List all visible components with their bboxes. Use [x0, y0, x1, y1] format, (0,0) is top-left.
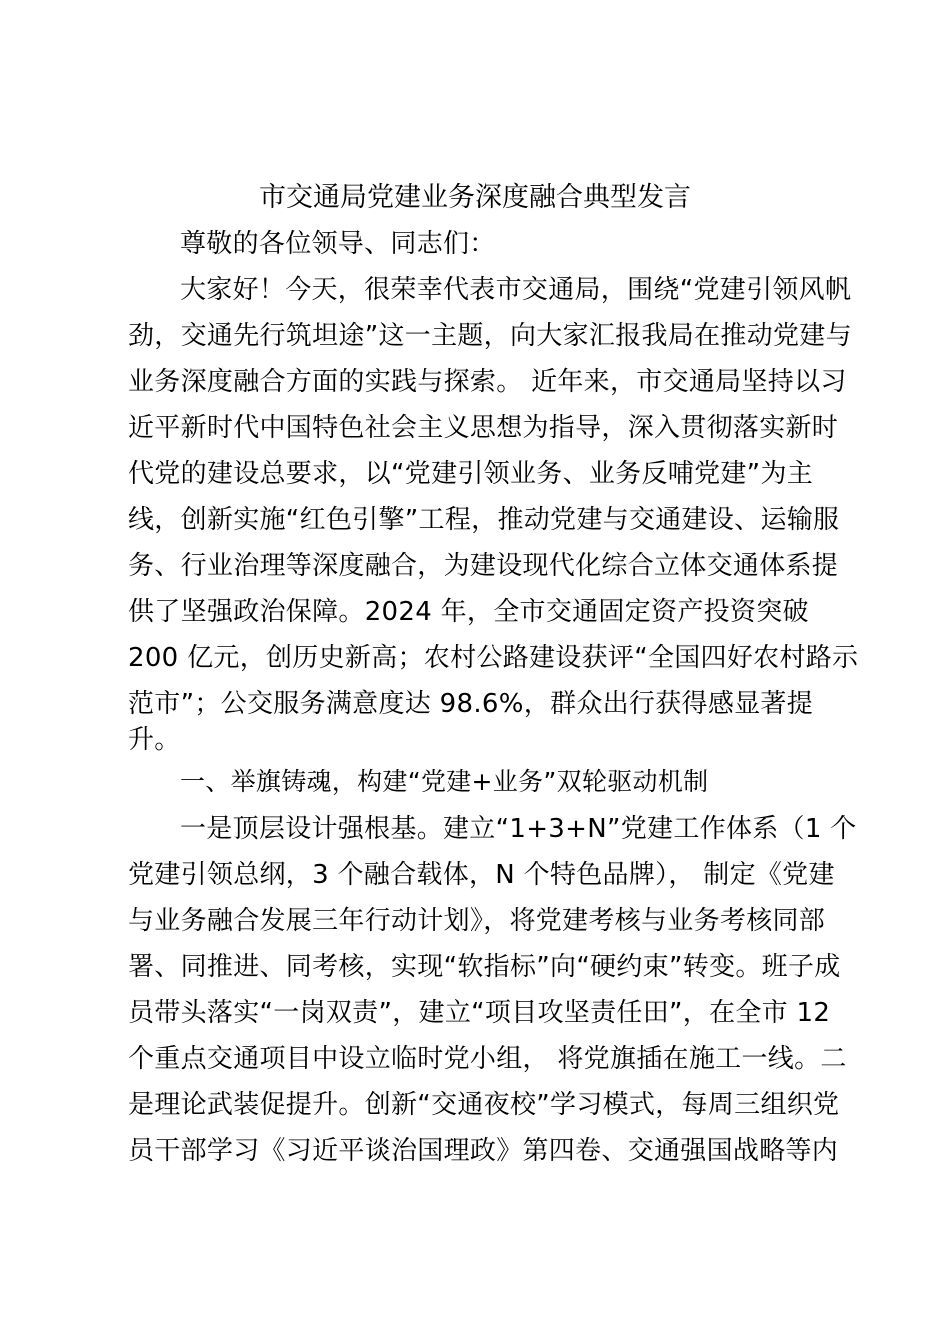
document-title: 市交通局党建业务深度融合典型发言	[259, 182, 691, 213]
paragraph-line: 线，创新实施“红色引擎”工程，推动党建与交通建设、运输服	[128, 505, 840, 535]
paragraph-line: 党建引领总纲，3 个融合载体，N 个特色品牌）， 制定《党建	[128, 860, 835, 890]
paragraph-line: 劲，交通先行筑坦途”这一主题，向大家汇报我局在推动党建与	[128, 321, 852, 351]
paragraph-line: 升。	[128, 725, 181, 755]
paragraph-line: 范市”；公交服务满意度达 98.6%，群众出行获得感显著提	[128, 689, 814, 719]
paragraph-line: 署、同推进、同考核，实现“软指标”向“硬约束”转变。班子成	[128, 952, 841, 982]
paragraph-line: 业务深度融合方面的实践与探索。 近年来，市交通局坚持以习	[128, 367, 847, 397]
paragraph-line: 是理论武装促提升。创新“交通夜校”学习模式，每周三组织党	[128, 1090, 840, 1120]
section-heading: 一、举旗铸魂，构建“党建+业务”双轮驱动机制	[180, 767, 709, 796]
paragraph-line: 员带头落实“一岗双责”，建立“项目攻坚责任田”，在全市 12	[128, 998, 831, 1028]
paragraph-line: 供了坚强政治保障。2024 年，全市交通固定资产投资突破	[128, 597, 809, 627]
paragraph-line: 一是顶层设计强根基。建立“1+3+N”党建工作体系（1 个	[180, 814, 857, 844]
paragraph-line: 与业务融合发展三年行动计划》，将党建考核与业务考核同部	[128, 906, 826, 936]
paragraph-line: 员干部学习《习近平谈治国理政》第四卷、交通强国战略等内	[128, 1136, 839, 1166]
paragraph-line: 务、行业治理等深度融合，为建设现代化综合立体交通体系提	[128, 551, 839, 581]
paragraph-line: 代党的建设总要求，以“党建引领业务、业务反哺党建”为主	[128, 459, 814, 489]
paragraph-line: 个重点交通项目中设立临时党小组， 将党旗插在施工一线。二	[128, 1044, 847, 1074]
paragraph-line: 大家好！今天，很荣幸代表市交通局，围绕“党建引领风帆	[180, 275, 852, 305]
salutation: 尊敬的各位领导、同志们：	[180, 229, 496, 259]
paragraph-line: 近平新时代中国特色社会主义思想为指导，深入贯彻落实新时	[128, 413, 839, 443]
paragraph-line: 200 亿元，创历史新高；农村公路建设获评“全国四好农村路示	[128, 643, 859, 673]
